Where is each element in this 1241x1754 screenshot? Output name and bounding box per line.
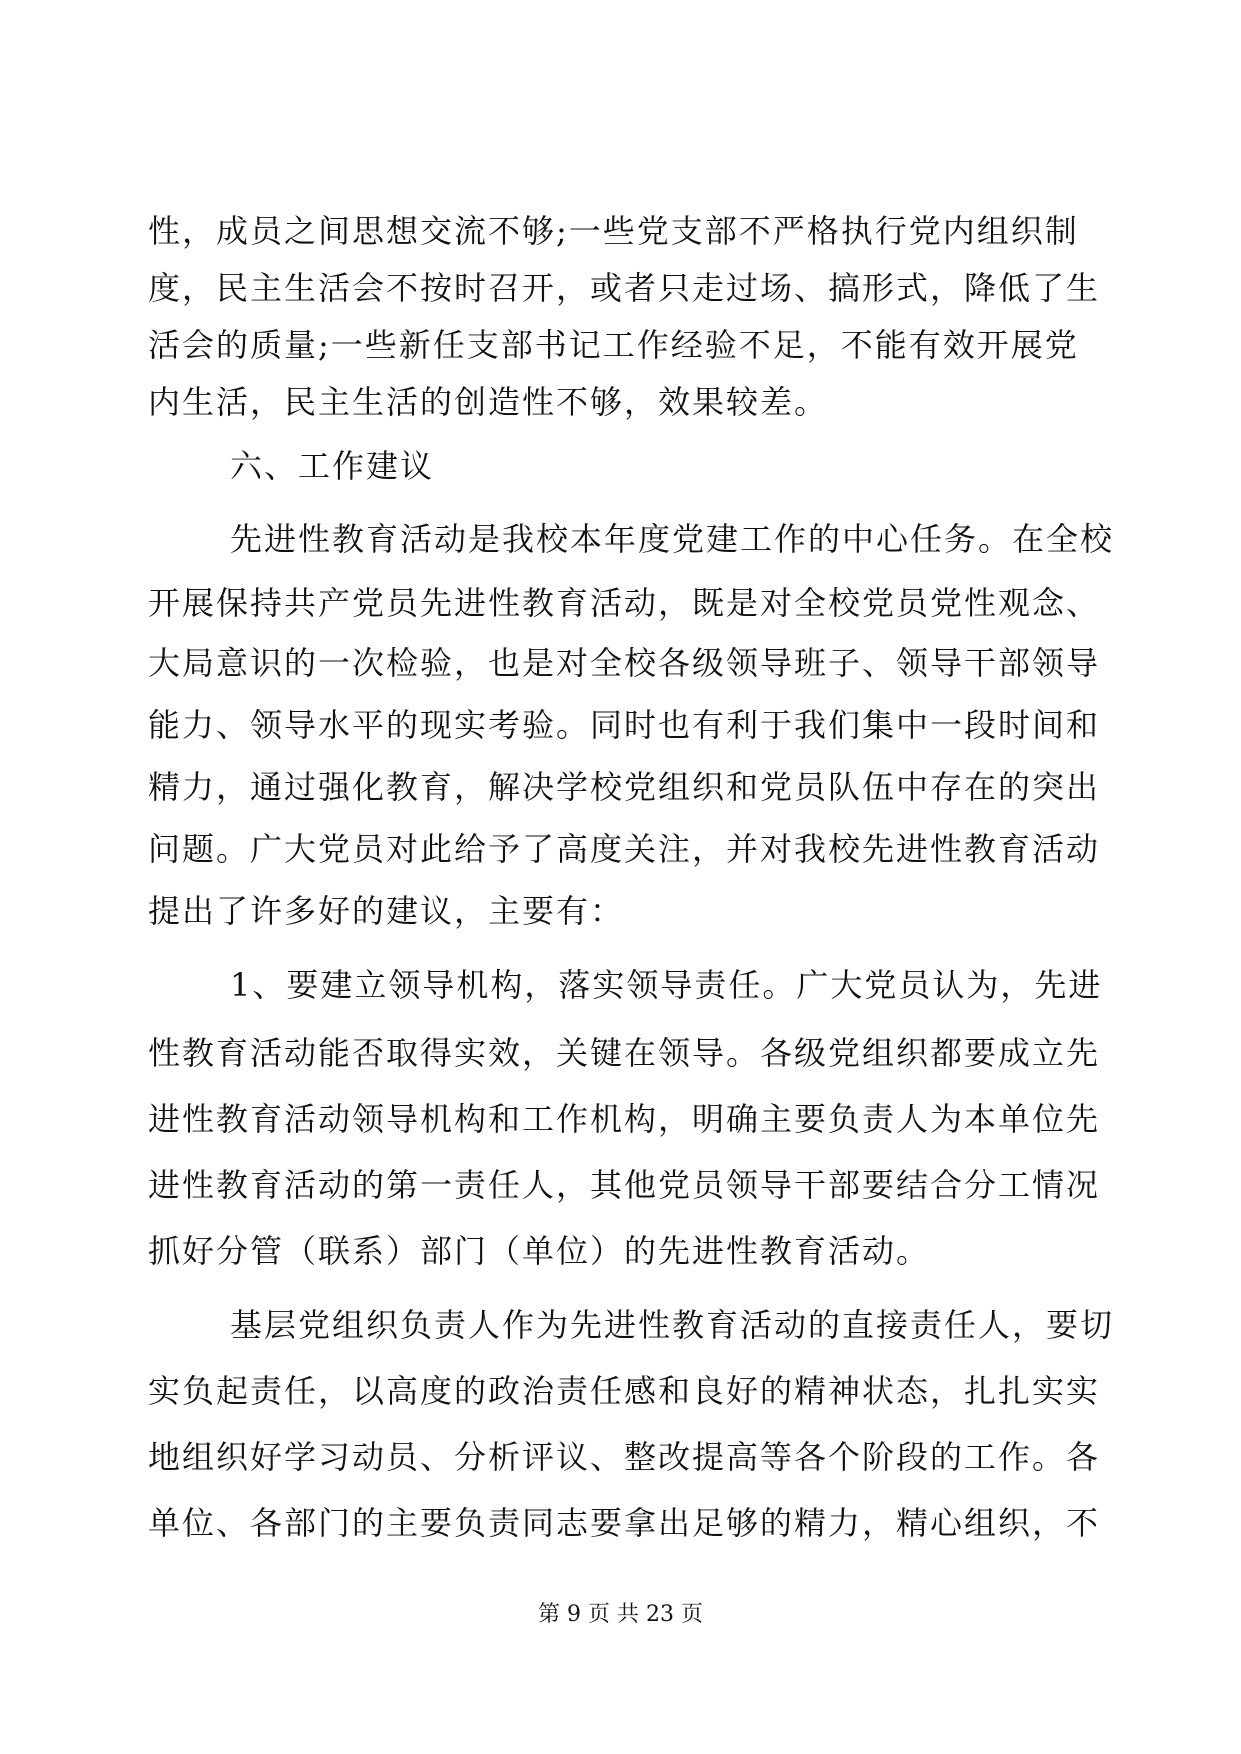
text-line-16: 进性教育活动的第一责任人，其他党员领导干部要结合分工情况 (148, 1166, 1101, 1204)
section-heading: 六、工作建议 (230, 447, 435, 485)
page-number-footer: 第 9 页 共 23 页 (538, 1602, 703, 1627)
text-line-11: 问题。广大党员对此给予了高度关注，并对我校先进性教育活动 (148, 830, 1101, 868)
text-line-1: 性，成员之间思想交流不够;一些党支部不严格执行党内组织制 (148, 212, 1079, 250)
text-line-2: 度，民主生活会不按时召开，或者只走过场、搞形式，降低了生 (148, 269, 1101, 307)
text-line-17: 抓好分管（联系）部门（单位）的先进性教育活动。 (148, 1232, 931, 1270)
text-line-13: 1、要建立领导机构，落实领导责任。广大党员认为，先进 (230, 966, 1103, 1004)
text-line-3: 活会的质量;一些新任支部书记工作经验不足，不能有效开展党 (148, 326, 1079, 364)
text-line-4: 内生活，民主生活的创造性不够，效果较差。 (148, 383, 829, 421)
text-line-19: 实负起责任，以高度的政治责任感和良好的精神状态，扎扎实实 (148, 1372, 1101, 1410)
text-line-9: 能力、领导水平的现实考验。同时也有利于我们集中一段时间和 (148, 706, 1101, 744)
text-line-8: 大局意识的一次检验，也是对全校各级领导班子、领导干部领导 (148, 644, 1101, 682)
text-line-7: 开展保持共产党员先进性教育活动，既是对全校党员党性观念、 (148, 584, 1101, 622)
text-line-15: 进性教育活动领导机构和工作机构，明确主要负责人为本单位先 (148, 1100, 1101, 1138)
text-line-21: 单位、各部门的主要负责同志要拿出足够的精力，精心组织，不 (148, 1504, 1101, 1542)
text-line-18: 基层党组织负责人作为先进性教育活动的直接责任人，要切 (230, 1306, 1115, 1344)
text-line-12: 提出了许多好的建议，主要有： (148, 892, 625, 930)
text-line-20: 地组织好学习动员、分析评议、整改提高等各个阶段的工作。各 (148, 1438, 1101, 1476)
text-line-14: 性教育活动能否取得实效，关键在领导。各级党组织都要成立先 (148, 1034, 1101, 1072)
text-line-10: 精力，通过强化教育，解决学校党组织和党员队伍中存在的突出 (148, 768, 1101, 806)
text-line-6: 先进性教育活动是我校本年度党建工作的中心任务。在全校 (230, 520, 1115, 558)
